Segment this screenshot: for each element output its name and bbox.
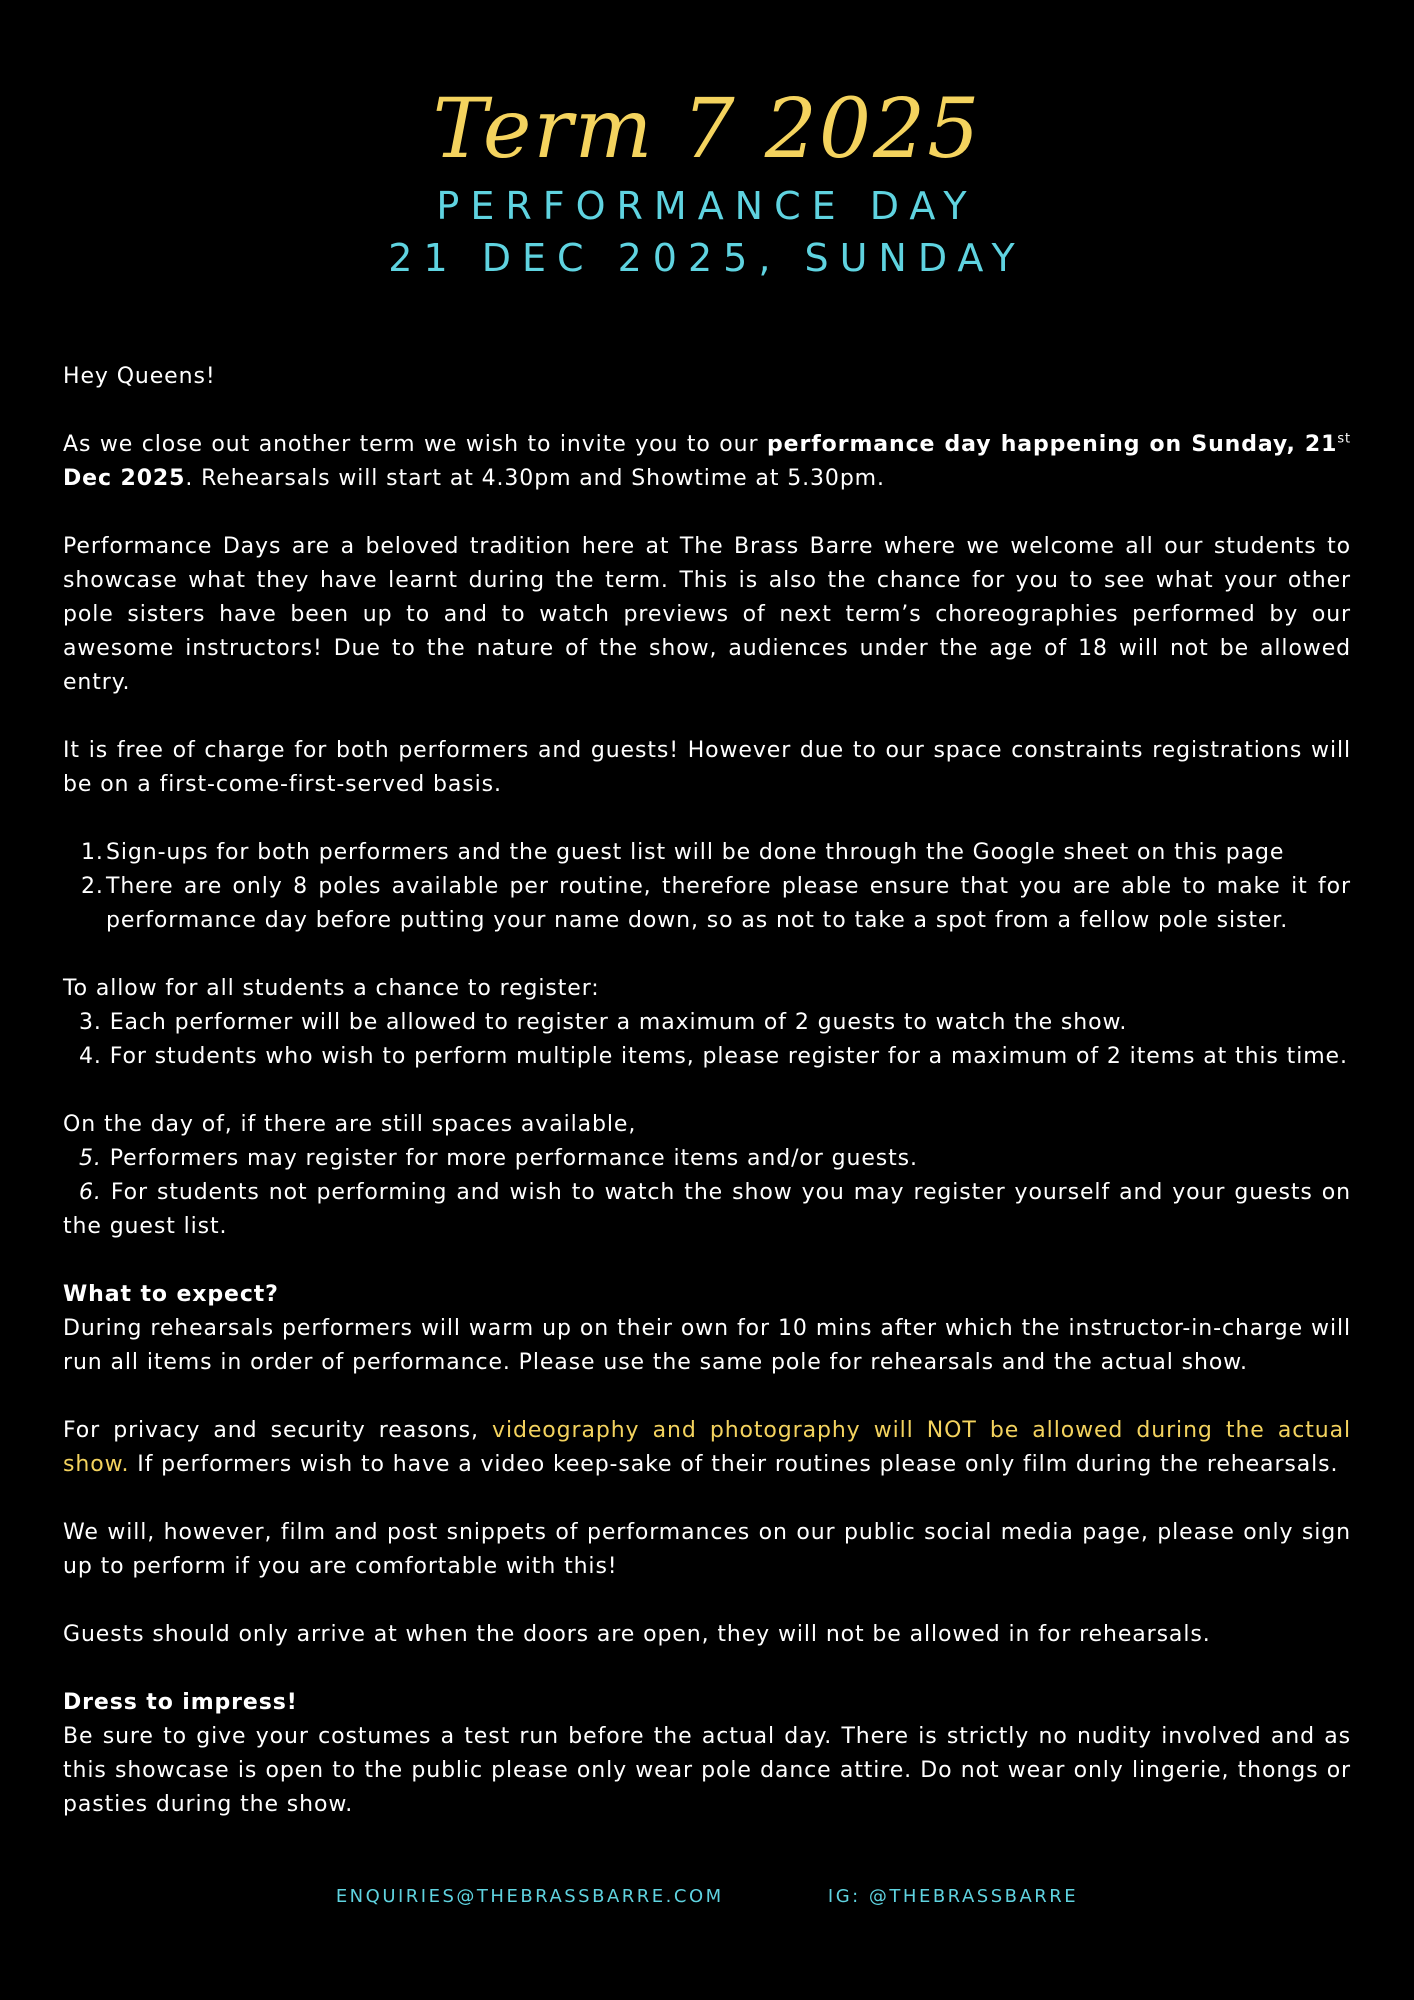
intro-lead: As we close out another term we wish to invite you to our xyxy=(63,432,767,457)
list-item xyxy=(63,1176,1351,1244)
list-number: 5. xyxy=(79,1146,102,1171)
header xyxy=(0,80,1414,284)
signup-steps xyxy=(63,836,1351,938)
expect-section xyxy=(63,1278,1351,1380)
privacy-rest: If performers wish to have a video keep-sake of their routines please only film during the rehearsals. xyxy=(137,1452,1339,1477)
expect-heading: What to expect? xyxy=(63,1282,279,1307)
event-date: 21 DEC 2025, SUNDAY xyxy=(388,236,1026,280)
dayof-heading: On the day of, if there are still spaces available, xyxy=(63,1112,637,1137)
list-item xyxy=(63,1142,1351,1176)
intro-ordinal: st xyxy=(1337,431,1352,447)
intro-bold-date: Dec 2025 xyxy=(63,466,186,491)
list-text: There are only 8 poles available per routine, therefore please ensure that you are able to make it for performance day before putting your name down, so as not to take a spot from a fellow pole sister. xyxy=(106,874,1351,933)
dress-section xyxy=(63,1686,1351,1822)
allow-section xyxy=(63,972,1351,1074)
intro-rest: . Rehearsals will start at 4.30pm and Showtime at 5.30pm. xyxy=(185,466,885,491)
list-text: Each performer will be allowed to register a maximum of 2 guests to watch the show. xyxy=(109,1010,1128,1035)
list-text: Sign-ups for both performers and the guest list will be done through the Google sheet on this page xyxy=(106,840,1285,865)
privacy-paragraph xyxy=(63,1414,1351,1482)
event-title: PERFORMANCE DAY xyxy=(436,184,978,228)
intro-bold: performance day happening on Sunday, 21 xyxy=(766,432,1338,457)
email-link[interactable]: ENQUIRIES@THEBRASSBARRE.COM xyxy=(335,1886,724,1907)
free-paragraph: It is free of charge for both performers and guests! However due to our space constraints registrations will be on a first-come-first-served basis. xyxy=(63,738,1351,797)
dayof-section xyxy=(63,1108,1351,1244)
list-item xyxy=(63,836,1351,870)
term-title: Term 7 2025 xyxy=(432,82,982,177)
list-item xyxy=(63,1040,1351,1074)
list-item xyxy=(63,870,1351,938)
footer xyxy=(0,1886,1414,1907)
list-number: 1. xyxy=(81,840,104,865)
list-number: 6. xyxy=(79,1180,102,1205)
dress-text: Be sure to give your costumes a test run before the actual day. There is strictly no nudity involved and as this showcase is open to the public please only wear pole dance attire. Do not wear only lingerie, thongs or pasties during the show. xyxy=(63,1724,1351,1817)
letter-body xyxy=(63,360,1351,1856)
tradition-paragraph: Performance Days are a beloved tradition here at The Brass Barre where we welcome all our students to showcase what they have learnt during the term. This is also the chance for you to see what your other pole sisters have been up to and to watch previews of next term’s choreographies performed by our awesome instructors! Due to the nature of the show, audiences under the age of 18 will not be allowed entry. xyxy=(63,534,1351,695)
instagram-handle[interactable]: IG: @THEBRASSBARRE xyxy=(827,1886,1079,1907)
list-number: 3. xyxy=(79,1010,102,1035)
list-item xyxy=(63,1006,1351,1040)
greeting: Hey Queens! xyxy=(63,364,216,389)
intro-paragraph xyxy=(63,428,1351,496)
list-number: 2. xyxy=(81,874,104,899)
list-number: 4. xyxy=(79,1044,102,1069)
privacy-lead: For privacy and security reasons, xyxy=(63,1418,493,1443)
privacy-highlight: videography and photography will NOT be allowed during the actual show. xyxy=(63,1418,1351,1477)
list-text: For students not performing and wish to watch the show you may register yourself and your guests on the guest list. xyxy=(63,1180,1351,1239)
social-paragraph: We will, however, film and post snippets of performances on our public social media page, please only sign up to perform if you are comfortable with this! xyxy=(63,1520,1351,1579)
allow-heading: To allow for all students a chance to register: xyxy=(63,976,600,1001)
list-text: For students who wish to perform multiple items, please register for a maximum of 2 items at this time. xyxy=(109,1044,1348,1069)
list-text: Performers may register for more performance items and/or guests. xyxy=(109,1146,918,1171)
expect-text: During rehearsals performers will warm up on their own for 10 mins after which the instructor-in-charge will run all items in order of performance. Please use the same pole for rehearsals and the actual show. xyxy=(63,1316,1351,1375)
guests-paragraph: Guests should only arrive at when the doors are open, they will not be allowed in for rehearsals. xyxy=(63,1622,1211,1647)
dress-heading: Dress to impress! xyxy=(63,1690,298,1715)
